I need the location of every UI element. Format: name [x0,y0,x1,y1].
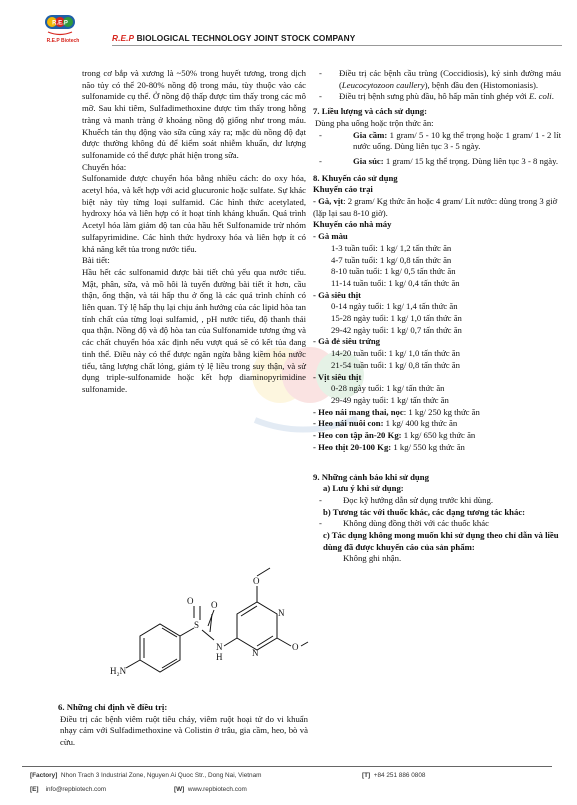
farm-recommendation [313,196,561,219]
atom-label: H₂N [110,666,127,676]
atom-label: O [253,576,260,586]
section-6-title: 6. Những chỉ định về điều trị: [58,702,168,712]
farm-recommendation-label: - Gà, vịt [313,196,344,207]
section-9c-heading: c) Tác dụng không mong muốn khi sử dụng theo chỉ dẫn và liều dùng đã được khuyến cáo của sản phẩm: [323,530,559,552]
indication-text: Điều trị bệnh sưng phù đầu, hô hấp mãn tính ghép với [339,91,530,102]
sulfadimethoxine-structure [82,560,310,700]
company-name-rest: BIOLOGICAL TECHNOLOGY JOINT STOCK COMPANY [134,33,356,43]
section-9a-heading: a) Lưu ý khi sử dụng: [323,483,404,494]
footer-website-link[interactable]: www.repbiotech.com [187,786,247,793]
excretion-paragraph: Hầu hết các sulfonamid được bài tiết chủ yếu qua nước tiểu. Mật, phân, sữa, và mồ hôi là tuyến đường bài tiết ít hơn, cầu thận, ống thận, và tái hấp thu ở ống là các quá trình chính có liên quan. Tỷ lệ hấp thụ lại chịu ảnh hưởng của các lipid hòa tan tính chất của từng loại sulfamid, , pH nước tiểu, độ thanh thải qua thận. Nồng độ và độ hòa tan của Sulfonamide tương ứng và các chất chuyển hóa xác định nếu vượt quá sẽ có kết tủa đang tinh thể. Điều này có thể được ngăn ngừa bằng kiềm hóa nước tiểu, tăng lượng chất lỏng, giảm tỷ lệ liều trong suy thận, và sử dụng triple-sulfonamide hoặc kết hợp diaminopyrimidine sulfonamide. [82,266,306,394]
dosage-livestock-label: Gia súc: [353,155,384,166]
dose-row: 29-49 ngày tuổi: 1 kg/ tấn thức ăn [331,394,449,405]
pig-dose-row [313,430,561,442]
footer-email-address[interactable]: info@repbiotech.com [45,786,107,793]
logo-emblem-icon [44,14,76,36]
footer-phone-number: +84 251 886 0808 [373,772,426,779]
distribution-paragraph: trong cơ bắp và xương là ~50% trong huyết tương, trong dịch não tủy có thể 20-80% nồng độ trong máu, tùy thuộc vào các sulfonamide cụ thể. Ở nồng độ thấp được tìm thấy trong các mô mỡ. Sau khi tiêm, Sulfadimethoxine được tìm thấy trong hỗng tràng và manh tràng ở khoảng nồng độ giống như trong máu. Khuếch tán thụ động vào sữa cũng xảy ra; mặc dù nồng độ đạt được thường không đủ để kiểm soát nhiễm khuẩn, dư lượng sulfonamide có thể được phát hiện trong sữa. [82,68,306,160]
pig-dose-row [313,442,561,454]
dosage-poultry [313,130,561,153]
dosage-livestock [313,156,561,168]
footer-website-label: [W] [174,786,185,793]
logo-subtitle: R.E.P Biotech [46,38,80,44]
pig-dose-label: - Heo nái nuôi con: [313,418,384,429]
atom-label: S [194,620,200,630]
factory-recommendation-heading: Khuyến cáo nhà máy [313,219,392,230]
dosage-poultry-text: 1 gram/ 5 - 10 kg thể trọng hoặc 1 gram/ 1 - 2 lít nước uống. Dùng liên tục 3 - 5 ngày. [353,129,561,152]
pig-dose-row [313,407,561,419]
indication-italic: Leucocytozoon caullery [341,79,425,90]
section-9c-item: Không ghi nhận. [343,553,402,564]
atom-label: O [187,596,194,606]
dose-row: 14-20 tuần tuổi: 1 kg/ 1,0 tấn thức ăn [331,348,460,359]
footer-email-label: [E] [30,786,39,793]
group-name: - Gà màu [313,231,348,242]
header-divider [112,45,562,46]
pig-dose-label: - Heo thịt 20-100 Kg: [313,441,392,452]
footer-website [174,786,247,793]
section-7-title: 7. Liều lượng và cách sử dụng: [313,106,427,117]
pig-dose-text: 1 kg/ 650 kg thức ăn [401,430,476,441]
pig-dose-row [313,418,561,430]
dosage-livestock-text: 1 gram/ 15 kg thể trọng. Dùng liên tục 3 - 8 ngày. [383,155,559,166]
atom-label: O [292,642,299,652]
dose-row: 29-42 ngày tuổi: 1 kg/ 0,7 tấn thức ăn [331,324,462,335]
section-6 [58,702,308,749]
dose-row: 1-3 tuần tuổi: 1 kg/ 1,2 tấn thức ăn [331,242,452,253]
company-name [112,33,355,43]
indication-text-end: . [551,91,554,102]
dose-row: 0-14 ngày tuổi: 1 kg/ 1,4 tấn thức ăn [331,301,458,312]
pig-dose-text: : 1 kg/ 250 kg thức ăn [403,406,480,417]
section-9b-heading: b) Tương tác với thuốc khác, các dạng tương tác khác: [323,506,526,517]
atom-label: N [216,642,223,652]
svg-text:R.E.P: R.E.P [52,20,68,27]
footer-divider [22,766,552,767]
section-6-body: Điều trị các bệnh viêm ruột tiêu chảy, viêm ruột hoại tử do vi khuẩn nhạy cảm với Sulfadimethoxine và Colistin ở trâu, gia cầm, heo, bò và cừu. [60,713,308,748]
atom-label: H [216,652,223,662]
atom-label: O [211,600,218,610]
excretion-heading: Bài tiết: [82,255,110,266]
dose-row: 0-28 ngày tuổi: 1 kg/ tấn thức ăn [331,383,445,394]
atom-label: N [252,648,259,658]
section-9b-item: - Không dùng đồng thời với các thuốc khác [313,518,561,530]
footer-factory-address: Nhon Trach 3 Industrial Zone, Nguyen Ai Quoc Str., Dong Nai, Vietnam [60,772,262,779]
left-column [82,68,306,396]
section-9a-item: - Đọc kỹ hướng dẫn sử dụng trước khi dùng. [313,495,561,507]
footer-factory-label: [Factory] [30,772,58,779]
dose-row: 4-7 tuần tuổi: 1 kg/ 0,8 tấn thức ăn [331,254,452,265]
dose-row: 11-14 tuần tuổi: 1 kg/ 0,4 tấn thức ăn [331,277,460,288]
dose-row: 15-28 ngày tuổi: 1 kg/ 1,0 tấn thức ăn [331,313,462,324]
pig-dose-text: 1 kg/ 400 kg thức ăn [383,418,458,429]
footer-email [30,786,106,793]
dosage-poultry-label: Gia cầm: [353,129,388,140]
pig-dose-label: - Heo con tập ăn-20 Kg: [313,430,402,441]
group-name: - Vịt siêu thịt [313,371,362,382]
section-7-intro: Dùng pha uống hoặc trộn thức ăn: [315,117,434,128]
farm-recommendation-heading: Khuyến cáo trại [313,184,373,195]
right-column [313,68,561,565]
indication-item [313,91,561,103]
dose-row: 21-54 tuần tuổi: 1 kg/ 0,8 tấn thức ăn [331,359,460,370]
metabolism-paragraph: Sulfonamide được chuyển hóa bằng nhiều cách: do oxy hóa, acetyl hóa, và kết hợp với acid glucuronic hoặc sulfate. Sự khác biệt này tùy từng loại sulfamid. Các hình thức acetylated, hydroxy hóa và liên hợp có ít hoạt tính kháng khuẩn. Quá trình Acetyl hóa làm giảm độ tan của hầu hết Sulfonamide trừ nhóm sulfapyrimidine. Các hình thức hydroxy hóa và liên hợp ít có khả năng kết tủa trong nước tiểu. [82,173,306,254]
indication-item [313,68,561,91]
footer-phone-label: [T] [362,772,371,779]
farm-recommendation-text: : 2 gram/ Kg thức ăn hoặc 4 gram/ Lít nước: dùng trong 3 giờ (lặp lại sau 8-10 giờ). [313,196,558,218]
group-name: - Gà đẻ siêu trứng [313,336,380,347]
footer-phone [362,772,425,779]
pig-dose-text: 1 kg/ 550 kg thức ăn [391,441,465,452]
indication-text-end: ), bệnh đầu đen (Histomoniasis). [424,79,539,90]
page-header [26,6,556,46]
pig-dose-label: - Heo nái mang thai, nọc [313,406,404,417]
atom-label: N [278,608,285,618]
indication-text: Điều trị các bệnh cầu trùng (Coccidiosis), ký sinh đường máu ( [339,68,561,90]
company-brand: R.E.P [112,33,135,43]
indication-italic: E. coli [529,91,552,102]
section-9-title: 9. Những cảnh báo khi sử dụng [313,471,429,482]
group-name: - Gà siêu thịt [313,289,362,300]
company-logo [38,14,82,48]
dose-row: 8-10 tuần tuổi: 1 kg/ 0,5 tấn thức ăn [331,266,456,277]
footer-factory [30,772,262,779]
section-8-title: 8. Khuyến cáo sử dụng [313,172,398,183]
metabolism-heading: Chuyển hóa: [82,161,127,172]
